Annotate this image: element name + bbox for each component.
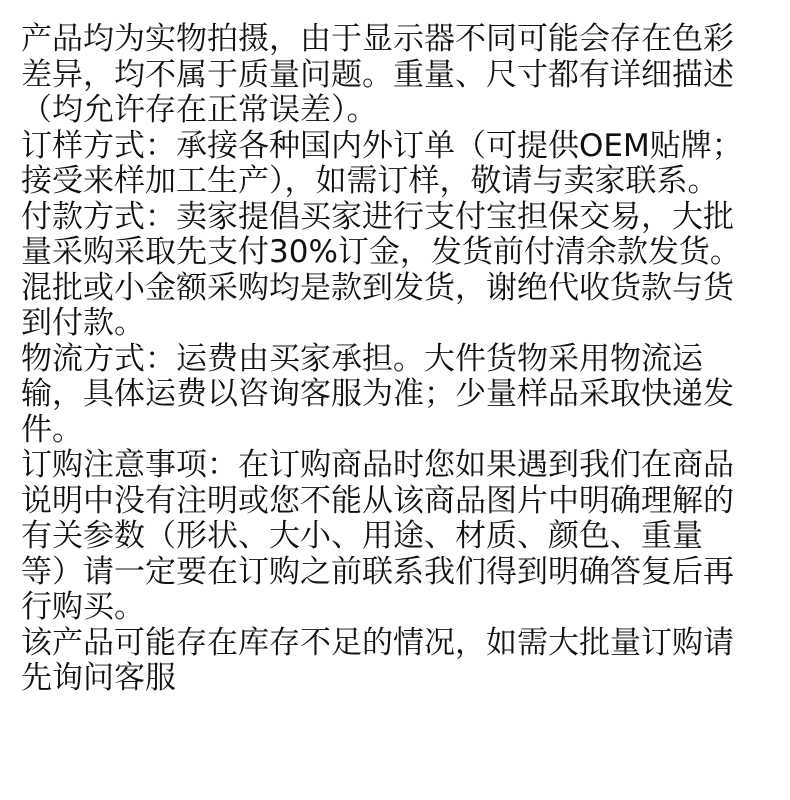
text-line-17: 行购买。 [21, 589, 145, 625]
text-line-19: 先询问客服 [21, 660, 176, 696]
text-line-18: 该产品可能存在库存不足的情况，如需大批量订购请 [21, 624, 734, 661]
text-line-2: 差异，均不属于质量问题。重量、尺寸都有详细描述 [21, 56, 734, 93]
text-line-14: 说明中没有注明或您不能从该商品图片中明确理解的 [21, 482, 734, 519]
text-line-5: 接受来样加工生产），如需订样，敬请与卖家联系。 [21, 163, 719, 199]
text-line-3: （均允许存在正常误差）。 [21, 92, 378, 128]
text-line-13: 订购注意事项：在订购商品时您如果遇到我们在商品 [21, 447, 734, 483]
text-line-1: 产品均为实物拍摄，由于显示器不同可能会存在色彩 [21, 21, 734, 57]
product-notice-text [21, 22, 781, 697]
text-line-10: 物流方式：运费由买家承担。大件货物采用物流运 [21, 340, 703, 377]
text-line-7: 量采购采取先支付30%订金，发货前付清余款发货。 [21, 234, 741, 270]
text-line-15: 有关参数（形状、大小、用途、材质、颜色、重量 [21, 518, 703, 554]
text-line-16: 等）请一定要在订购之前联系我们得到明确答复后再 [21, 553, 734, 590]
text-line-6: 付款方式：卖家提倡买家进行支付宝担保交易，大批 [21, 198, 734, 235]
text-line-11: 输，具体运费以咨询客服为准；少量样品采取快递发 [21, 376, 734, 412]
text-line-8: 混批或小金额采购均是款到发货，谢绝代收货款与货 [21, 269, 734, 306]
text-line-12: 件。 [21, 411, 83, 448]
text-line-4: 订样方式：承接各种国内外订单（可提供OEM贴牌； [21, 127, 743, 164]
text-line-9: 到付款。 [21, 305, 145, 341]
